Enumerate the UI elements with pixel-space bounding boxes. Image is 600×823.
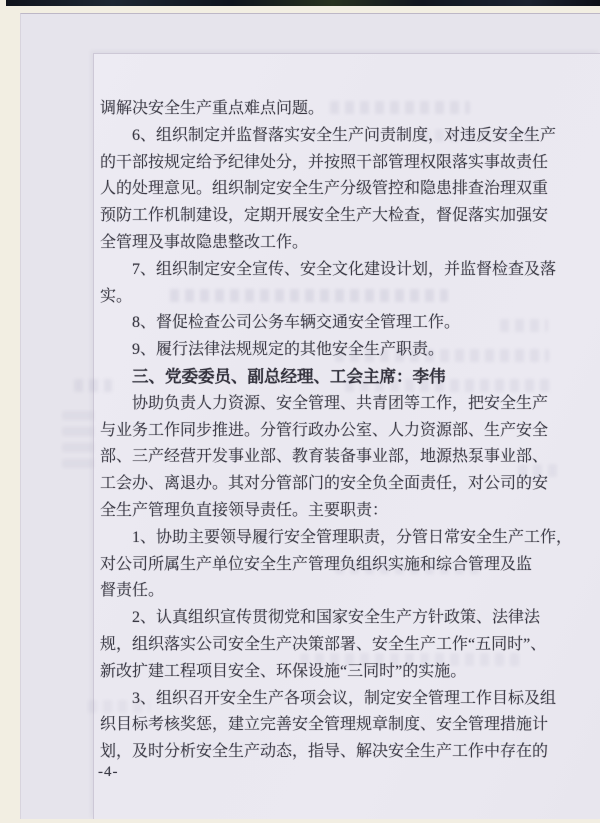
text-line: 3、组织召开安全生产各项会议，制定安全管理工作目标及组 — [132, 689, 557, 707]
text-line: 督责任。 — [100, 582, 165, 600]
text-line: 6、组织制定并监督落实安全生产问责制度，对违反安全生产 — [132, 126, 557, 144]
text-line: 全管理及事故隐患整改工作。 — [100, 233, 309, 251]
text-line: 2、认真组织宣传贯彻党和国家安全生产方针政策、法律法 — [132, 609, 541, 627]
text-line: 划，及时分析安全生产动态，指导、解决安全生产工作中存在的 — [100, 743, 549, 761]
text-line: 与业务工作同步推进。分管行政办公室、人力资源部、生产安全 — [100, 421, 549, 439]
text-line: 7、组织制定安全宣传、安全文化建设计划，并监督检查及落 — [132, 260, 557, 278]
text-line: 协助负责人力资源、安全管理、共青团等工作，把安全生产 — [132, 394, 549, 412]
text-line: 全生产管理负直接领导责任。主要职责： — [100, 501, 389, 519]
text-line: 8、督促检查公司公务车辆交通安全管理工作。 — [132, 314, 461, 332]
text-line: 9、履行法律法规规定的其他安全生产职责。 — [132, 341, 445, 359]
bleed-through-mark — [62, 404, 94, 468]
text-line: 预防工作机制建设，定期开展安全生产大检查，督促落实加强安 — [100, 207, 549, 225]
text-line: 新改扩建工程项目安全、环保设施“三同时”的实施。 — [100, 662, 467, 680]
text-line: 工会办、离退办。其对分管部门的安全负全面责任，对公司的安 — [100, 475, 549, 493]
text-line: 对公司所属生产单位安全生产管理负组织实施和综合管理及监 — [100, 555, 533, 573]
text-line: 部、三产经营开发事业部、教育装备事业部，地源热泵事业部、 — [100, 448, 549, 466]
text-line: 的干部按规定给予纪律处分，并按照干部管理权限落实事故责任 — [100, 153, 549, 171]
page-text-body — [100, 96, 573, 766]
text-line: 1、协助主要领导履行安全管理职责，分管日常安全生产工作， — [132, 528, 573, 546]
page-number: -4- — [98, 764, 119, 780]
section-heading-line: 三、党委委员、副总经理、工会主席：李伟 — [132, 367, 446, 386]
text-line: 实。 — [100, 287, 133, 305]
scan-top-edge — [6, 0, 600, 6]
text-line: 织目标考核奖惩，建立完善安全管理规章制度、安全管理措施计 — [100, 716, 549, 734]
text-line: 规，组织落实公司安全生产决策部署、安全生产工作“五同时”、 — [100, 635, 547, 653]
text-line: 调解决安全生产重点难点问题。 — [100, 100, 325, 117]
text-line: 人的处理意见。组织制定安全生产分级管控和隐患排查治理双重 — [100, 180, 549, 198]
